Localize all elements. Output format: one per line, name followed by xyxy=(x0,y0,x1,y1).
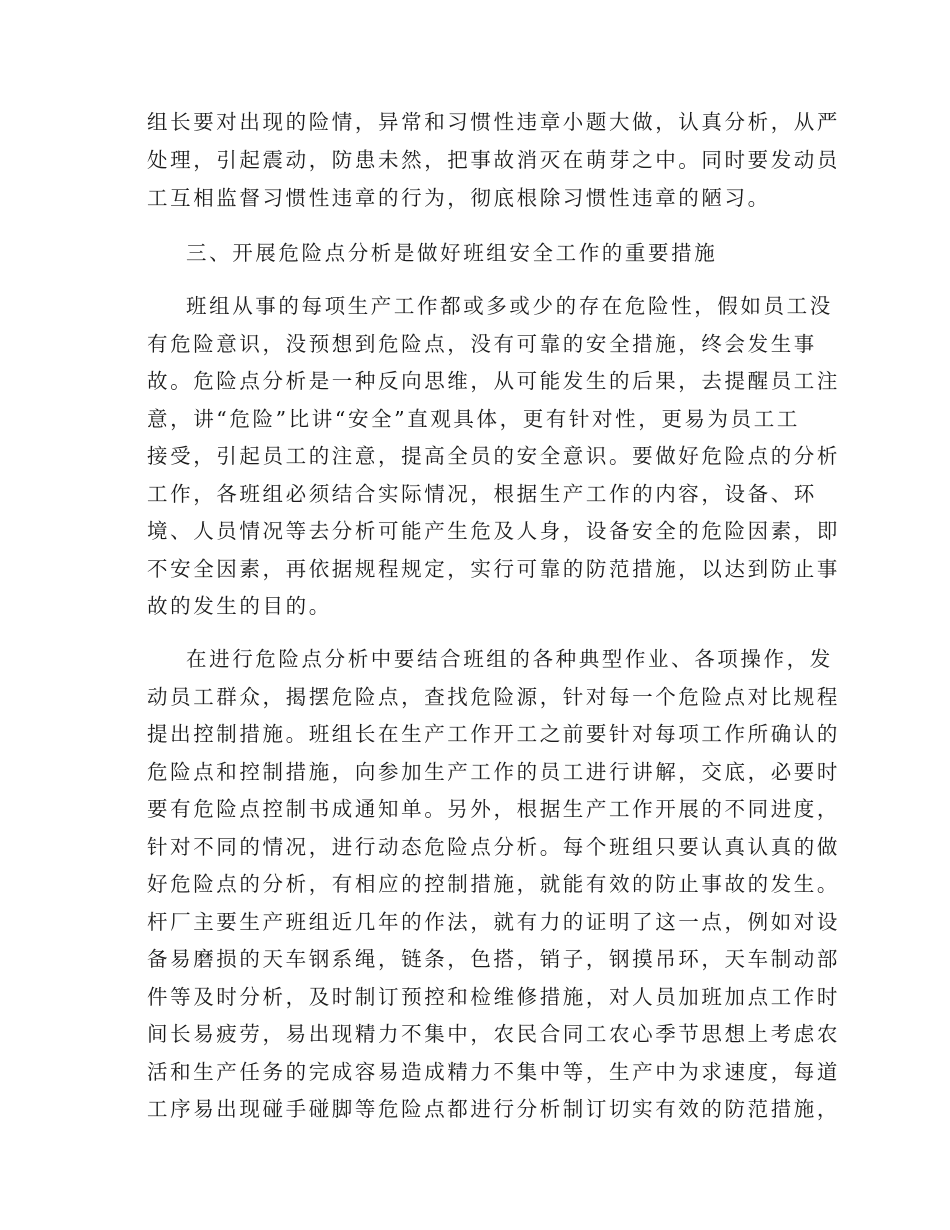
text-line: 活和生产任务的完成容易造成精力不集中等，生产中为求速度，每道 xyxy=(147,1060,840,1084)
text-line: 针对不同的情况，进行动态危险点分析。每个班组只要认真认真的做 xyxy=(147,835,840,859)
text-line: 接受，引起员工的注意，提高全员的安全意识。要做好危险点的分析 xyxy=(147,444,840,468)
text-line: 工序易出现碰手碰脚等危险点都进行分析制订切实有效的防范措施， xyxy=(147,1097,840,1121)
text-line: 不安全因素，再依据规程规定，实行可靠的防范措施，以达到防止事 xyxy=(147,557,840,581)
text-line: 动员工群众，揭摆危险点，查找危险源，针对每一个危险点对比规程 xyxy=(147,685,840,709)
text-line: 境、人员情况等去分析可能产生危及人身，设备安全的危险因素，即 xyxy=(147,519,840,543)
text-line: 好危险点的分析，有相应的控制措施，就能有效的防止事故的发生。 xyxy=(147,872,840,896)
text-line: 杆厂主要生产班组近几年的作法，就有力的证明了这一点，例如对设 xyxy=(147,910,840,934)
text-line: 在进行危险点分析中要结合班组的各种典型作业、各项操作，发 xyxy=(186,647,833,671)
text-line: 意，讲“危险”比讲“安全”直观具体，更有针对性，更易为员工工 xyxy=(147,407,800,431)
text-line: 工互相监督习惯性违章的行为，彻底根除习惯性违章的陋习。 xyxy=(147,186,771,210)
text-line: 班组从事的每项生产工作都或多或少的存在危险性，假如员工没 xyxy=(186,294,833,318)
text-line: 故的发生的目的。 xyxy=(147,594,332,618)
text-line: 危险点和控制措施，向参加生产工作的员工进行讲解，交底，必要时 xyxy=(147,760,840,784)
text-line: 工作，各班组必须结合实际情况，根据生产工作的内容，设备、环 xyxy=(147,482,817,506)
text-line: 组长要对出现的险情，异常和习惯性违章小题大做，认真分析，从严 xyxy=(147,110,840,134)
text-line: 备易磨损的天车钢系绳，链条，色搭，销子，钢摸吊环，天车制动部 xyxy=(147,947,840,971)
text-line: 有危险意识，没预想到危险点，没有可靠的安全措施，终会发生事 xyxy=(147,332,817,356)
heading-text: 三、开展危险点分析是做好班组安全工作的重要措施 xyxy=(186,241,718,265)
text-line: 间长易疲劳，易出现精力不集中，农民合同工农心季节思想上考虑农 xyxy=(147,1022,840,1046)
text-line: 处理，引起震动，防患未然，把事故消灭在萌芽之中。同时要发动员 xyxy=(147,148,840,172)
text-line: 要有危险点控制书成通知单。另外，根据生产工作开展的不同进度， xyxy=(147,797,840,821)
text-line: 件等及时分析，及时制订预控和检维修措施，对人员加班加点工作时 xyxy=(147,985,840,1009)
text-line: 故。危险点分析是一种反向思维，从可能发生的后果，去提醒员工注 xyxy=(147,369,840,393)
text-line: 提出控制措施。班组长在生产工作开工之前要针对每项工作所确认的 xyxy=(147,722,840,746)
